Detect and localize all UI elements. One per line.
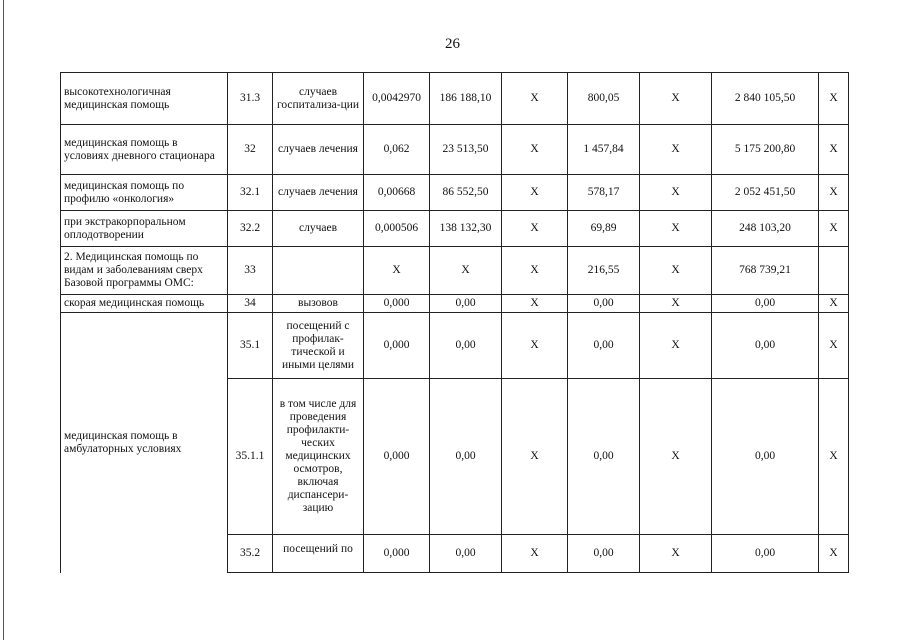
cell-x3 [819, 247, 849, 295]
cell-unit: случаев лечения [273, 175, 364, 211]
cell-unit [273, 247, 364, 295]
cell-code: 32.2 [228, 211, 273, 247]
cell-x1: X [502, 247, 568, 295]
cell-per-capita: 800,05 [568, 73, 640, 125]
cell-x1: X [502, 313, 568, 379]
cell-cost: 138 132,30 [430, 211, 502, 247]
cell-per-capita: 0,00 [568, 535, 640, 573]
cell-code: 34 [228, 295, 273, 313]
cell-norm: 0,000 [364, 379, 430, 535]
cell-x1: X [502, 73, 568, 125]
cell-x3: X [819, 125, 849, 175]
cell-code: 32 [228, 125, 273, 175]
cell-total: 0,00 [712, 379, 819, 535]
cell-per-capita: 69,89 [568, 211, 640, 247]
cell-x1: X [502, 175, 568, 211]
page-edge-line [3, 0, 4, 640]
cell-name: при экстракорпоральном оплодотворении [61, 211, 228, 247]
cell-x3: X [819, 379, 849, 535]
cell-x2: X [640, 247, 712, 295]
cell-unit: посещений с профилак-тической и иными целями [273, 313, 364, 379]
table-body [61, 73, 849, 573]
cell-total: 0,00 [712, 535, 819, 573]
cell-unit: случаев госпитализа-ции [273, 73, 364, 125]
cell-x2: X [640, 125, 712, 175]
page-number: 26 [445, 36, 460, 52]
cell-per-capita: 1 457,84 [568, 125, 640, 175]
cell-cost: X [430, 247, 502, 295]
cell-norm: 0,00668 [364, 175, 430, 211]
cell-code: 35.1.1 [228, 379, 273, 535]
cell-per-capita: 0,00 [568, 313, 640, 379]
cell-x2: X [640, 211, 712, 247]
cell-cost: 0,00 [430, 313, 502, 379]
cell-x1: X [502, 125, 568, 175]
cell-cost: 0,00 [430, 535, 502, 573]
cell-unit: посещений по [273, 535, 364, 573]
cell-code: 32.1 [228, 175, 273, 211]
cell-x1: X [502, 535, 568, 573]
table-row [61, 211, 849, 247]
cell-x3: X [819, 211, 849, 247]
cell-x2: X [640, 295, 712, 313]
table-row [61, 125, 849, 175]
cell-name: медицинская помощь в амбулаторных условиях [61, 313, 228, 573]
cell-name: высокотехнологичная медицинская помощь [61, 73, 228, 125]
cell-code: 35.2 [228, 535, 273, 573]
table-row [61, 295, 849, 313]
cell-total: 5 175 200,80 [712, 125, 819, 175]
cell-norm: 0,000 [364, 535, 430, 573]
cell-x1: X [502, 379, 568, 535]
cell-cost: 86 552,50 [430, 175, 502, 211]
cell-x2: X [640, 535, 712, 573]
cell-total: 2 052 451,50 [712, 175, 819, 211]
table-row [61, 175, 849, 211]
cell-norm: X [364, 247, 430, 295]
cell-name: 2. Медицинская помощь по видам и заболеваниям сверх Базовой программы ОМС: [61, 247, 228, 295]
table-row [61, 247, 849, 295]
cell-x2: X [640, 313, 712, 379]
cell-x1: X [502, 295, 568, 313]
cell-name: медицинская помощь в условиях дневного стационара [61, 125, 228, 175]
cell-name: скорая медицинская помощь [61, 295, 228, 313]
cell-norm: 0,000506 [364, 211, 430, 247]
cell-per-capita: 0,00 [568, 295, 640, 313]
cell-per-capita: 578,17 [568, 175, 640, 211]
cell-total: 0,00 [712, 295, 819, 313]
cell-total: 768 739,21 [712, 247, 819, 295]
cell-cost: 0,00 [430, 295, 502, 313]
cell-unit: вызовов [273, 295, 364, 313]
cell-norm: 0,000 [364, 295, 430, 313]
cell-per-capita: 0,00 [568, 379, 640, 535]
cell-x3: X [819, 73, 849, 125]
cell-norm: 0,062 [364, 125, 430, 175]
table-row [61, 73, 849, 125]
cell-x3: X [819, 535, 849, 573]
cell-x3: X [819, 295, 849, 313]
cell-name: медицинская помощь по профилю «онкология» [61, 175, 228, 211]
cell-code: 31.3 [228, 73, 273, 125]
cell-unit: случаев лечения [273, 125, 364, 175]
cell-cost: 0,00 [430, 379, 502, 535]
cell-x3: X [819, 175, 849, 211]
cell-x2: X [640, 175, 712, 211]
cell-code: 33 [228, 247, 273, 295]
cell-x2: X [640, 73, 712, 125]
cell-cost: 23 513,50 [430, 125, 502, 175]
table-row [61, 313, 849, 379]
cell-x2: X [640, 379, 712, 535]
cell-total: 248 103,20 [712, 211, 819, 247]
cell-unit: в том числе для проведения профилакти-ческих медицинских осмотров, включая диспансери-зацию [273, 379, 364, 535]
cell-code: 35.1 [228, 313, 273, 379]
cell-cost: 186 188,10 [430, 73, 502, 125]
cell-norm: 0,000 [364, 313, 430, 379]
cell-total: 2 840 105,50 [712, 73, 819, 125]
cell-per-capita: 216,55 [568, 247, 640, 295]
cell-unit: случаев [273, 211, 364, 247]
financing-table [60, 72, 849, 573]
cell-x3: X [819, 313, 849, 379]
cell-total: 0,00 [712, 313, 819, 379]
cell-norm: 0,0042970 [364, 73, 430, 125]
cell-x1: X [502, 211, 568, 247]
